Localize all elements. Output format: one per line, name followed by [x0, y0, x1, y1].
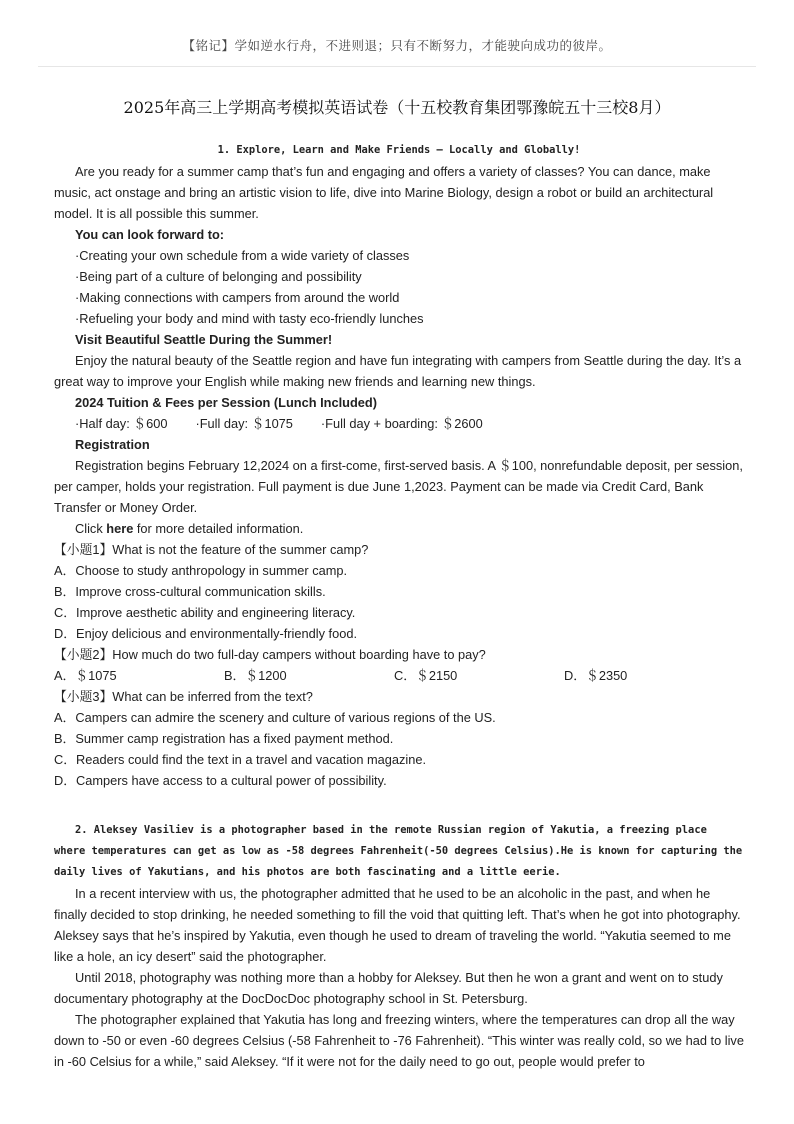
- fees-line: [54, 413, 744, 434]
- passage1-heading: 1. Explore, Learn and Make Friends — Locally and Globally!: [217, 144, 581, 156]
- passage2-paragraph: In a recent interview with us, the photographer admitted that he used to be an alcoholic in the past, and when he finally decided to stop drinking, he needed something to fill the void that quitting left. That’s when he got into photography. Aleksey says that he’s inspired by Yakutia, even though he used to dream of traveling the world. “Yakutia seemed to me like a hole, an icy desert” said the photographer.: [54, 886, 741, 964]
- bullet-item: ·Being part of a culture of belonging and possibility: [75, 269, 362, 284]
- bullet-item: ·Refueling your body and mind with tasty eco-friendly lunches: [75, 311, 424, 326]
- fee-half-day: ·Half day: ＄600: [75, 416, 168, 431]
- look-forward-heading: You can look forward to:: [75, 227, 225, 242]
- question-1-stem: 【小题1】What is not the feature of the summer camp?: [54, 542, 369, 557]
- seattle-heading: Visit Beautiful Seattle During the Summer!: [75, 332, 333, 347]
- click-here-line: [54, 518, 744, 539]
- question-2-option-d: D．＄2350: [564, 668, 628, 683]
- bullet-item: ·Making connections with campers from around the world: [75, 290, 400, 305]
- registration-heading: Registration: [75, 437, 150, 452]
- passage2-paragraph: Until 2018, photography was nothing more than a hobby for Aleksey. But then he won a grant and went on to study documentary photography at the DocDocDoc photography school in St. Petersburg.: [54, 970, 723, 1006]
- question-2-option-c: C．＄2150: [394, 668, 458, 683]
- registration-text: Registration begins February 12,2024 on a first-come, first-served basis. A ＄100, nonrefundable deposit, per session, per camper, holds your registration. Full payment is due June 1,2023. Payment can be made via Credit Card, Bank Transfer or Money Order.: [54, 458, 743, 515]
- page-motto: 【铭记】学如逆水行舟，不进则退；只有不断努力，才能驶向成功的彼岸。: [182, 38, 612, 53]
- question-3-option-a: A．Campers can admire the scenery and culture of various regions of the US.: [54, 710, 496, 725]
- bullet-item: ·Creating your own schedule from a wide variety of classes: [75, 248, 410, 263]
- question-1-option-a: A．Choose to study anthropology in summer camp.: [54, 563, 348, 578]
- question-3-option-b: B．Summer camp registration has a fixed payment method.: [54, 731, 394, 746]
- click-post: for more detailed information.: [133, 521, 304, 536]
- fee-boarding: ·Full day + boarding: ＄2600: [320, 416, 483, 431]
- click-pre: Click: [75, 521, 107, 536]
- header-divider: [38, 66, 756, 67]
- question-1-option-b: B．Improve cross-cultural communication skills.: [54, 584, 326, 599]
- passage2-intro: 2. Aleksey Vasiliev is a photographer based in the remote Russian region of Yakutia, a freezing place where temperatures can get as low as -58 degrees Fahrenheit(-50 degrees Celsius).He is known for capturing the daily lives of Yakutians, and his photos are both fascinating and a little eerie.: [54, 824, 743, 878]
- question-2-options: [54, 665, 744, 686]
- page-title: 2025年高三上学期高考模拟英语试卷（十五校教育集团鄂豫皖五十三校8月）: [123, 98, 671, 117]
- question-3-stem: 【小题3】What can be inferred from the text?: [54, 689, 313, 704]
- passage2-paragraph: The photographer explained that Yakutia has long and freezing winters, where the temperatures can drop all the way down to -50 or even -60 degrees Celsius (-58 Fahrenheit to -76 Fahrenheit). “This winter was really cold, so we had to live in -60 Celsius for a while,” said Aleksey. “If it were not for the daily need to go out, people would prefer to: [54, 1012, 744, 1069]
- question-3-option-c: C．Readers could find the text in a travel and vacation magazine.: [54, 752, 427, 767]
- question-2-option-b: B．＄1200: [224, 668, 287, 683]
- passage1-intro: Are you ready for a summer camp that’s fun and engaging and offers a variety of classes? You can dance, make music, act onstage and bring an artistic vision to life, dive into Marine Biology, design a robot or build an architectural model. It is all possible this summer.: [54, 164, 714, 221]
- question-1-option-c: C．Improve aesthetic ability and engineering literacy.: [54, 605, 356, 620]
- document-body: [54, 140, 744, 1072]
- question-2-stem: 【小题2】How much do two full-day campers without boarding have to pay?: [54, 647, 486, 662]
- fee-full-day: ·Full day: ＄1075: [195, 416, 293, 431]
- fees-heading: 2024 Tuition & Fees per Session (Lunch Included): [75, 395, 377, 410]
- question-2-option-a: A．＄1075: [54, 668, 117, 683]
- question-3-option-d: D．Campers have access to a cultural power of possibility.: [54, 773, 387, 788]
- section-gap: [54, 791, 744, 820]
- question-1-option-d: D．Enjoy delicious and environmentally-friendly food.: [54, 626, 358, 641]
- here-link[interactable]: here: [106, 521, 134, 536]
- seattle-text: Enjoy the natural beauty of the Seattle region and have fun integrating with campers from Seattle during the day. It’s a great way to improve your English while making new friends and learning new things.: [54, 353, 742, 389]
